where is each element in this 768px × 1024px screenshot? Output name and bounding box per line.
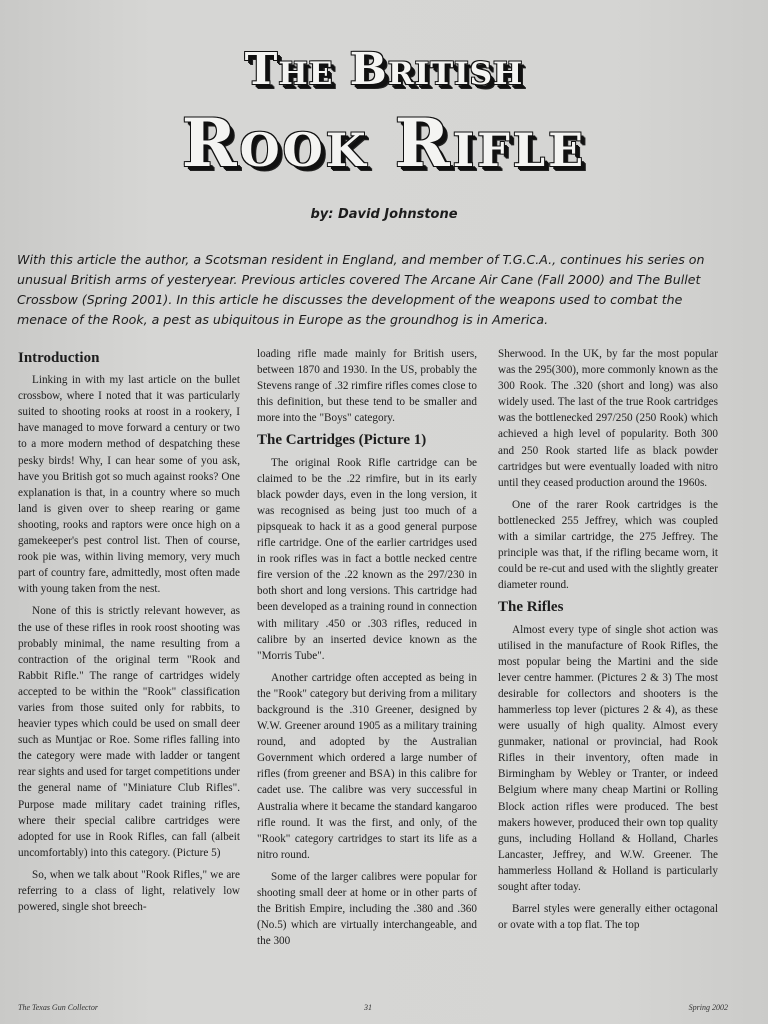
paragraph: Another cartridge often accepted as being in the "Rook" category but deriving from a military background is the .310 Greener, designed by W.W. Greener around 1905 as a military training round, and adopted by the Australian Government which ordered a large number of rifles (from greener and BSA) in this calibre for cadet use. The calibre was very successful in Australia where it became the standard kangaroo rifle round. It was the first, and only, of the "Rook" category cartridges to start its life as a nitro round. (257, 671, 477, 861)
intro-paragraph: With this article the author, a Scotsman resident in England, and member of T.G.C.A., continues his series on unusual British arms of yesteryear. Previous articles covered The Arcane Air Cane (Fall 2000) and The Bullet Crossbow (Spring 2001). In this article he discusses the development of the weapons used to combat the menace of the Rook, a pest as ubiquitous in Europe as the groundhog is in America. (17, 252, 705, 327)
footer-issue: Spring 2002 (688, 1003, 728, 1012)
footer-publication: The Texas Gun Collector (18, 1003, 98, 1012)
title-line-2: Rook Rifle (181, 104, 587, 182)
column-1 (18, 348, 240, 921)
paragraph: Sherwood. In the UK, by far the most popular was the 295(300), more commonly known as the 300 Rook. The .320 (short and long) was also widely used. The last of the true Rook cartridges was the bottlenecked 297/250 (250 Rook) which achieved a high level of popularity. Both 300 and 250 Rook started life as black powder cartridges but were eventually loaded with nitro until they ceased production around the 1960s. (498, 348, 718, 489)
column-2 (257, 346, 477, 955)
paragraph: Almost every type of single shot action was utilised in the manufacture of Rook Rifles, the most popular being the Martini and the side lever centre hammer. (Pictures 2 & 3) The most desirable for collectors and shooters is the hammerless top lever (pictures 2 & 4), as these were usually of high quality. Almost every gunmaker, national or provincial, had Rook Rifles in their inventory, often made in Birmingham by Webley or Tranter, or indeed Belgium where many cheap Martini or Rolling Block action rifles were produced. The best makers however, produced their own top quality guns, including Holland & Holland, Charles Lancaster, Jeffrey, and W.W. Greener. The hammerless Holland & Holland is particularly sought after today. (498, 623, 718, 893)
title-line-1: The British (244, 44, 524, 95)
column-3 (498, 346, 718, 939)
paragraph: None of this is strictly relevant however, as the use of these rifles in rook roost shooting was probably minimal, the name resulting from a contraction of the original term "Rook and Rabbit Rifle." The range of cartridges widely accepted to be within the "Rook" classification varies from those suited only for rabbits, to heavier types which could be used on small deer such as Muntjac or Roe. Some rifles falling into the category were made with ladder or tangent rear sights and used for target competitions under the general name of "Miniature Club Rifles". Purpose made military cadet training rifles, where their special calibre cartridges were adopted for use in Rook Rifles, can fall (albeit uncomfortably) into this category. (Picture 5) (18, 605, 240, 859)
paragraph: So, when we talk about "Rook Rifles," we are referring to a class of light, relatively low powered, single shot breech- (18, 868, 240, 914)
paragraph: The original Rook Rifle cartridge can be claimed to be the .22 rimfire, but in its early black powder days, even in the long version, it was recognised as being just too much of a pipsqueak to hack it as a good general purpose rifle cartridge. One of the earlier cartridges used in rook rifles was in fact a bottle necked centre fire version of the .22 known as the 297/230 in both short and long versions. This cartridge had been developed as a training round in connection with military .450 or .303 rifles, reduced in calibre by an inserted device known as the "Morris Tube". (257, 456, 477, 662)
paragraph: Linking in with my last article on the bullet crossbow, where I noted that it was particularly suited to shooting rooks at roost in a rookery, I have managed to move forward a century or two to a more modern method of despatching these pesky birds! Why, I can hear some of you ask, have you British got so much against rooks? One explanation is that, in a country where so much land is given over to sheep rearing or game shooting, rooks and raptors were once high on a gamekeeper's pest control list. Then of course, rook pie was, within living memory, very much part of country fare, admittedly, most often made with young taken from the nest. (18, 374, 240, 596)
paragraph: Some of the larger calibres were popular for shooting small deer at home or in other parts of the British Empire, including the .380 and .360 (No.5) which are virtually interchangeable, and the 300 (257, 870, 477, 948)
paragraph: Barrel styles were generally either octagonal or ovate with a top flat. The top (498, 903, 718, 932)
section-heading-cartridges: The Cartridges (Picture 1) (257, 432, 427, 449)
page-number: 31 (364, 1003, 372, 1012)
section-heading-rifles: The Rifles (498, 599, 564, 616)
byline: by: David Johnstone (310, 207, 458, 222)
section-heading-introduction: Introduction (18, 350, 100, 366)
paragraph: loading rifle made mainly for British users, between 1870 and 1930. In the US, probably the Stevens range of .32 rimfire rifles comes close to this definition, but these tend to be smaller and more into the "Boys" category. (257, 348, 477, 425)
paragraph: One of the rarer Rook cartridges is the bottlenecked 255 Jeffrey, which was coupled with a similar cartridge, the 275 Jeffrey. The principle was that, if the rifling became worn, it could be re-cut and used with the slightly greater diameter round. (498, 498, 718, 592)
